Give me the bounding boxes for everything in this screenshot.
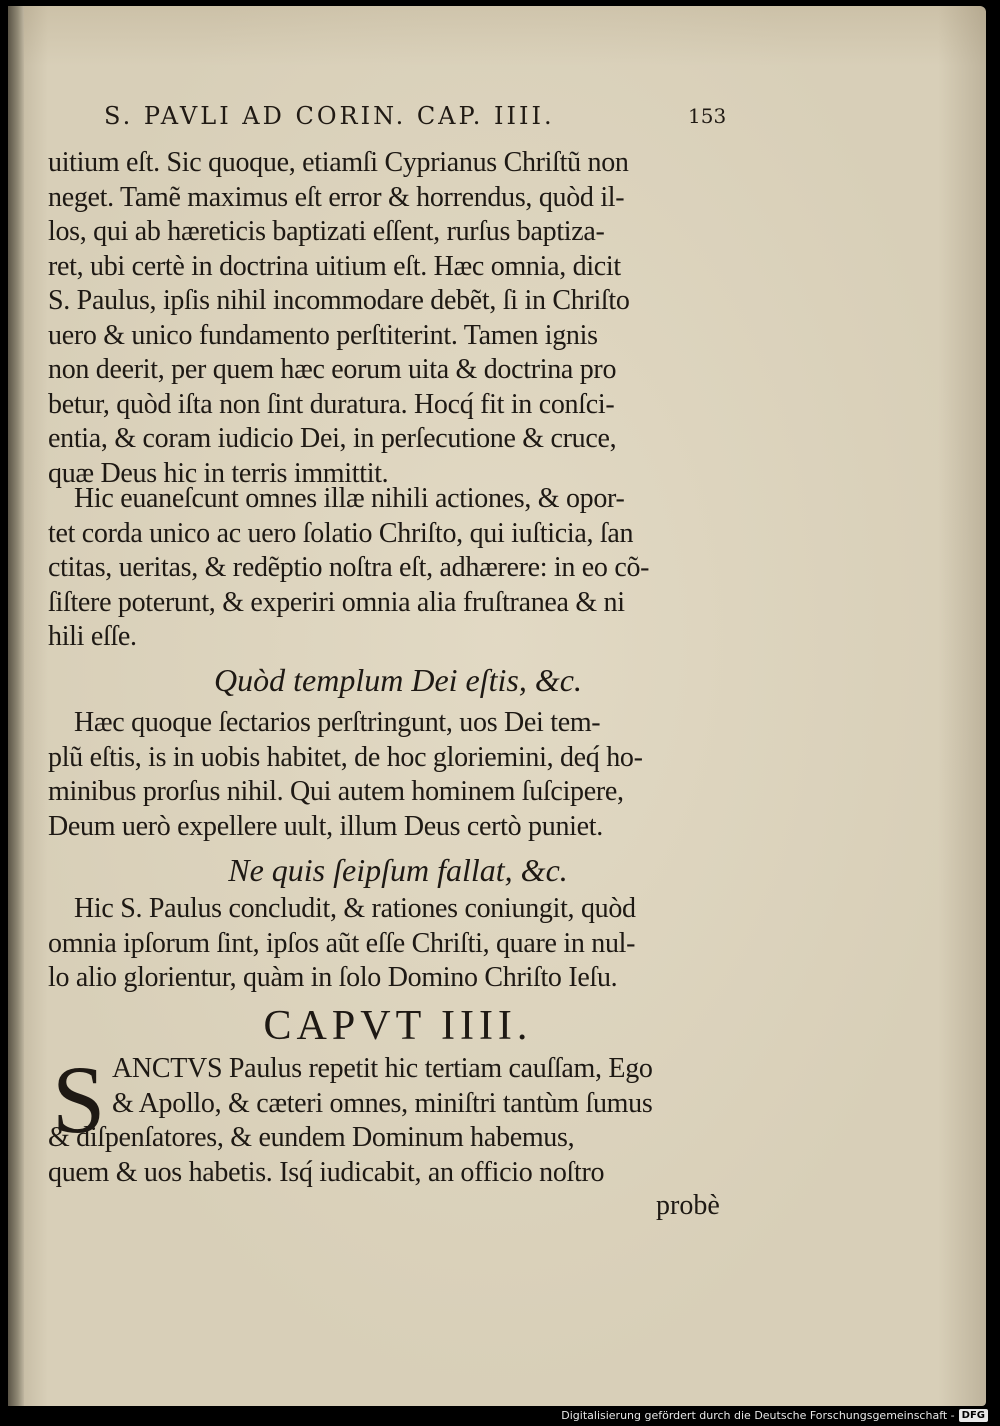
- text-line: tet corda unico ac uero ſolatio Chriſto, qui iuſticia, ſan: [48, 517, 634, 549]
- text-line: ret, ubi certè in doctrina uitium eſt. Hæc omnia, dicit: [48, 250, 621, 282]
- page-number: 153: [688, 104, 727, 128]
- paragraph-3: [48, 706, 748, 844]
- section-heading-1: Quòd templum Dei eſtis, &c.: [214, 662, 582, 698]
- text-line: ſiſtere poterunt, & experiri omnia alia fruſtranea & ni: [48, 586, 625, 618]
- credit-text: Digitalisierung gefördert durch die Deutsche Forschungsgemeinschaft -: [561, 1409, 955, 1422]
- digitization-credit: [561, 1409, 988, 1422]
- text-line: Hæc quoque ſectarios perſtringunt, uos Dei tem-: [74, 707, 601, 738]
- catchword: probè: [656, 1190, 720, 1221]
- text-line: Hic S. Paulus concludit, & rationes coniungit, quòd: [74, 893, 636, 924]
- text-line: uitium eſt. Sic quoque, etiamſi Cyprianus Chriſtũ non: [48, 147, 629, 178]
- text-line: quæ Deus hic in terris immittit.: [48, 457, 389, 489]
- text-line: quem & uos habetis. Isq́ iudicabit, an officio noſtro: [48, 1156, 605, 1188]
- paragraph-5: [48, 1046, 748, 1190]
- text-line: plũ eſtis, is in uobis habitet, de hoc gloriemini, deq́ ho-: [48, 741, 643, 773]
- text-line: & Apollo, & cæteri omnes, miniſtri tantùm ſumus: [112, 1087, 653, 1119]
- text-line: S. Paulus, ipſis nihil incommodare debẽt, ſi in Chriſto: [48, 285, 630, 316]
- text-line: non deerit, per quem hæc eorum uita & doctrina pro: [48, 354, 617, 385]
- text-line: neget. Tamẽ maximus eſt error & horrendus, quòd il-: [48, 181, 625, 213]
- text-line: omnia ipſorum ſint, ipſos aũt eſſe Chriſti, quare in nul-: [48, 927, 636, 959]
- text-line: ctitas, ueritas, & redẽptio noſtra eſt, adhærere: in eo cõ-: [48, 552, 650, 583]
- paragraph-2: [48, 482, 748, 655]
- running-head: S. PAVLI AD CORIN. CAP. IIII.: [104, 102, 555, 130]
- text-line: hili eſſe.: [48, 621, 137, 652]
- dfg-logo-icon: DFG: [959, 1409, 988, 1422]
- paragraph-1: [48, 146, 748, 491]
- text-line: lo alio glorientur, quàm in ſolo Domino Chriſto Ieſu.: [48, 962, 618, 993]
- text-line: los, qui ab hæreticis baptizati eſſent, rurſus baptiza-: [48, 216, 605, 247]
- drop-cap-initial: S: [52, 1046, 106, 1153]
- text-line: betur, quòd iſta non ſint duratura. Hocq́ fit in conſci-: [48, 388, 615, 420]
- paragraph-4: [48, 892, 748, 996]
- text-line: entia, & coram iudicio Dei, in perſecutione & cruce,: [48, 423, 617, 454]
- section-heading-2: Ne quis ſeipſum fallat, &c.: [228, 852, 568, 888]
- text-line: uero & unico fundamento perſtiterint. Tamen ignis: [48, 319, 598, 351]
- text-line: & diſpenſatores, & eundem Dominum habemus,: [48, 1122, 575, 1153]
- chapter-heading: CAPVT IIII.: [263, 1003, 533, 1049]
- text-line: Hic euaneſcunt omnes illæ nihili actiones, & opor-: [74, 483, 625, 514]
- text-line: Deum uerò expellere uult, illum Deus certò puniet.: [48, 810, 603, 842]
- book-gutter: [8, 6, 24, 1406]
- text-line: minibus prorſus nihil. Qui autem hominem ſuſcipere,: [48, 776, 624, 807]
- text-line: ANCTVS Paulus repetit hic tertiam cauſſam, Ego: [112, 1053, 653, 1084]
- book-page: [8, 6, 986, 1406]
